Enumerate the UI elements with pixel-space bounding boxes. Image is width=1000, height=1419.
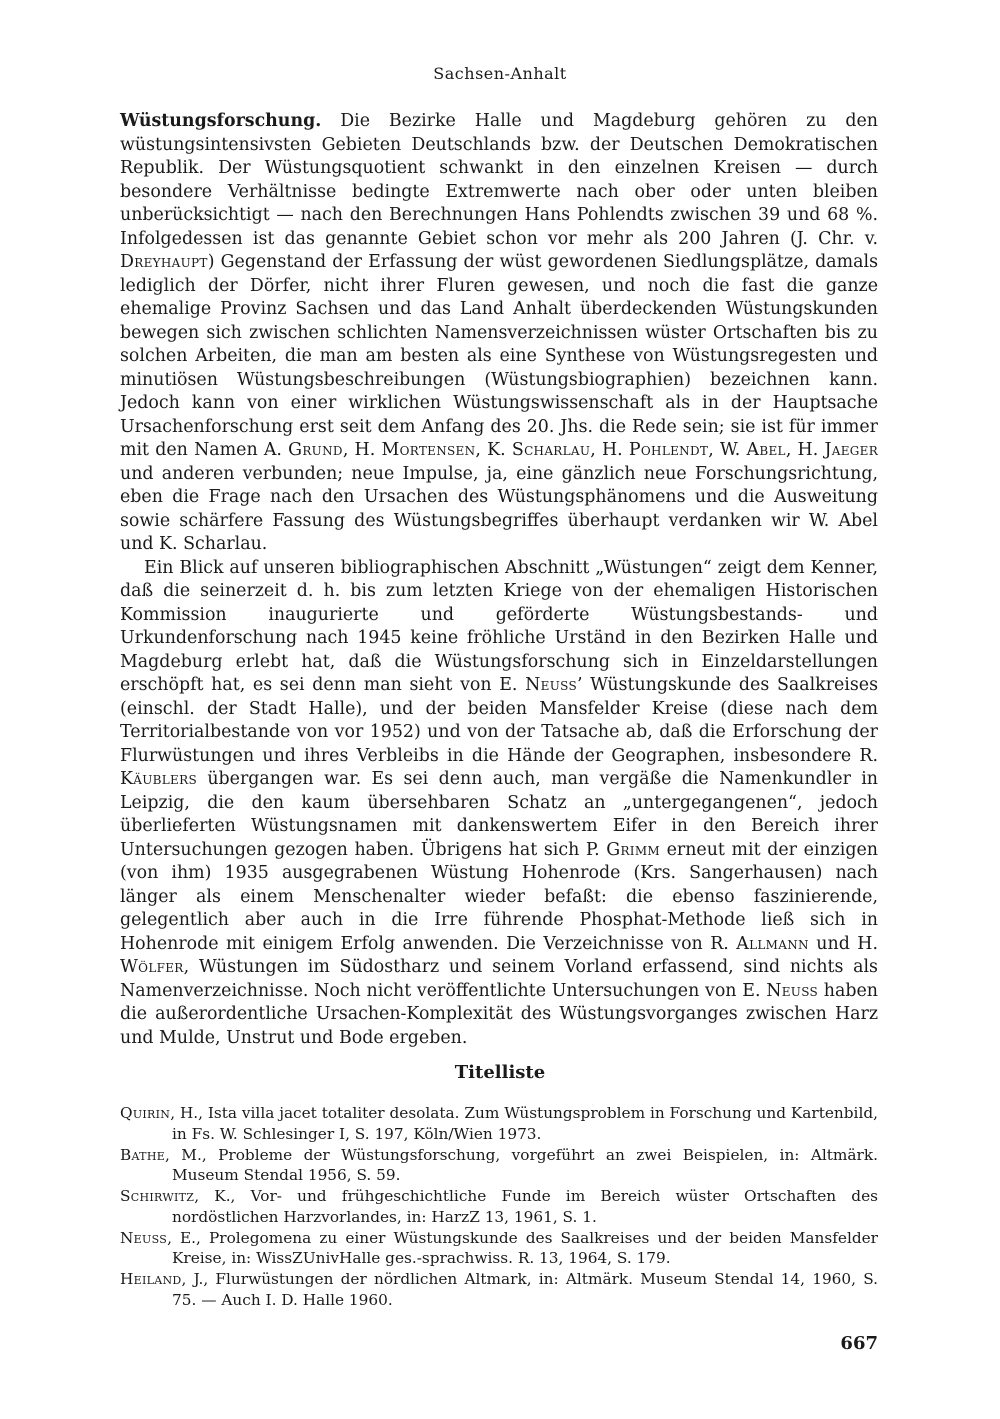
body-text: [120, 110, 878, 1050]
author-name: Dreyhaupt: [120, 252, 208, 272]
reference-entry: [120, 1269, 878, 1310]
reference-text: , E., Prolegomena zu einer Wüstungskunde des Saalkreises und der beiden Mansfelder Kreise, in: WissZUnivHalle ges.-sprachwiss. R. 13, 1964, S. 179.: [167, 1228, 878, 1267]
reference-entry: [120, 1145, 878, 1186]
reference-text: , H., Ista villa jacet totaliter desolata. Zum Wüstungsproblem in Forschung und Kartenbild, in Fs. W. Schlesinger I, S. 197, Köln/Wien 1973.: [170, 1104, 878, 1143]
author-name: Pohlendt: [628, 440, 709, 460]
paragraph-wuestungsforschung: [120, 110, 878, 557]
author-name: Käublers: [120, 769, 197, 789]
text-run: und H.: [808, 933, 878, 954]
text-run: haben die außerordentliche Ursachen-Komplexität des Wüstungsvorganges zwischen Harz und Mulde, Unstrut und Bode ergeben.: [120, 980, 878, 1048]
reference-entry: [120, 1186, 878, 1227]
author-name: Neuss: [525, 675, 577, 695]
text-run: , H.: [342, 440, 382, 460]
reference-text: , K., Vor- und frühgeschichtliche Funde im Bereich wüster Ortschaften des nordöstlichen Harzvorlandes, in: HarzZ 13, 1961, S. 1.: [172, 1187, 878, 1226]
text-run: übergangen war. Es sei denn auch, man vergäße die Namenkundler in Leipzig, die den kaum übersehbaren Schatz an „untergegangenen“, jedoch überlieferten Wüstungsnamen mit dankenswertem Eifer in den Bereich ihrer Untersuchungen gezogen haben. Übrigens hat sich P.: [120, 769, 878, 860]
paragraph-lead: Wüstungsforschung.: [120, 111, 322, 131]
text-run: , Wüstungen im Südostharz und seinem Vorland erfassend, sind nichts als Namenverzeichnisse. Noch nicht veröffentlichte Untersuchungen von E.: [120, 957, 878, 1001]
reference-author: Bathe: [120, 1145, 166, 1164]
reference-list: [120, 1103, 878, 1311]
text-run: , K.: [475, 440, 512, 460]
page-number: 667: [840, 1333, 878, 1354]
paragraph-bibliographie: [120, 557, 878, 1051]
author-name: Abel: [746, 440, 786, 460]
text-run: , W.: [708, 440, 747, 460]
author-name: Mortensen: [381, 440, 476, 460]
author-name: Allmann: [736, 933, 809, 954]
reference-author: Neuss: [120, 1228, 168, 1247]
author-name: Wölfer: [120, 957, 184, 977]
reference-author: Quirin: [120, 1104, 171, 1122]
author-name: Grimm: [606, 839, 660, 860]
text-run: , H.: [590, 440, 629, 460]
text-run: und anderen verbunden; neue Impulse, ja, eine gänzlich neue Forschungsrichtung, eben die Frage nach den Ursachen des Wüstungsphänomens und die Ausweitung sowie schärfere Fassung des Wüstungsbegriffes überhaupt verdanken wir W. Abel und K. Scharlau.: [120, 463, 878, 554]
reference-entry: [120, 1228, 878, 1269]
reference-author: Heiland: [120, 1270, 182, 1288]
running-title: Sachsen-Anhalt: [433, 64, 567, 83]
author-name: Jaeger: [824, 440, 879, 460]
text-run: Die Bezirke Halle und Magdeburg gehören zu den wüstungsintensivsten Gebieten Deutschlands bzw. der Deutschen Demokratischen Republik. Der Wüstungsquotient schwankt in den einzelnen Kreisen — durch besondere Verhältnisse bedingte Extremwerte nach ober oder unten bleiben unberücksichtigt — nach den Berechnungen Hans Pohlendts zwischen 39 und 68 %. Infolgedessen ist das genannte Gebiet schon vor mehr als 200 Jahren (J. Chr. v.: [120, 111, 878, 249]
author-name: Scharlau: [511, 440, 591, 460]
reference-text: , J., Flurwüstungen der nördlichen Altmark, in: Altmärk. Museum Stendal 14, 1960, S. 75. — Auch I. D. Halle 1960.: [172, 1270, 878, 1309]
section-heading-titelliste: Titelliste: [454, 1062, 546, 1083]
text-run: ’ Wüstungskunde des Saalkreises (einschl. der Stadt Halle), und der beiden Mansfelder Kreise (diese nach dem Territorialbestande von vor 1952) und von der Tatsache ab, daß die Erforschung der Flurwüstungen und ihres Verbleibs in die Hände der Geographen, insbesondere R.: [120, 675, 879, 766]
reference-author: Schirwitz: [120, 1187, 195, 1205]
text-run: , H.: [785, 440, 825, 460]
author-name: Grund: [288, 440, 343, 460]
text-run: Ein Blick auf unseren bibliographischen Abschnitt „Wüstungen“ zeigt dem Kenner, daß die seinerzeit d. h. bis zum letzten Kriege von der ehemaligen Historischen Kommission inaugurierte und geförderte Wüstungsbestands- und Urkundenforschung nach 1945 keine fröhliche Urständ in den Bezirken Halle und Magdeburg erlebt hat, daß die Wüstungsforschung sich in Einzeldarstellungen erschöpft hat, es sei denn man sieht von E.: [120, 557, 878, 695]
author-name: Neuss: [766, 980, 819, 1001]
reference-entry: [120, 1103, 878, 1144]
text-run: ) Gegenstand der Erfassung der wüst gewordenen Siedlungsplätze, damals lediglich der Dörfer, nicht ihrer Fluren gewesen, und noch die fast die ganze ehemalige Provinz Sachsen und das Land Anhalt überdeckenden Wüstungskunden bewegen sich zwischen schlichten Namensverzeichnissen wüster Ortschaften bis zu solchen Arbeiten, die man am besten als eine Synthese von Wüstungsregesten und minutiösen Wüstungsbeschreibungen (Wüstungsbiographien) bezeichnen kann. Jedoch kann von einer wirklichen Wüstungswissenschaft als in der Hauptsache Ursachenforschung erst seit dem Anfang des 20. Jhs. die Rede sein; sie ist für immer mit den Namen A.: [120, 252, 878, 460]
reference-text: , M., Probleme der Wüstungsforschung, vorgeführt an zwei Beispielen, in: Altmärk. Museum Stendal 1956, S. 59.: [165, 1145, 878, 1184]
text-run: erneut mit der einzigen (von ihm) 1935 ausgegrabenen Wüstung Hohenrode (Krs. Sangerhausen) nach länger als einem Menschenalter wieder befaßt: die ebenso faszinierende, gelegentlich aber auch in die Irre führende Phosphat-Methode ließ sich in Hohenrode mit einigem Erfolg anwenden. Die Verzeichnisse von R.: [120, 839, 878, 954]
